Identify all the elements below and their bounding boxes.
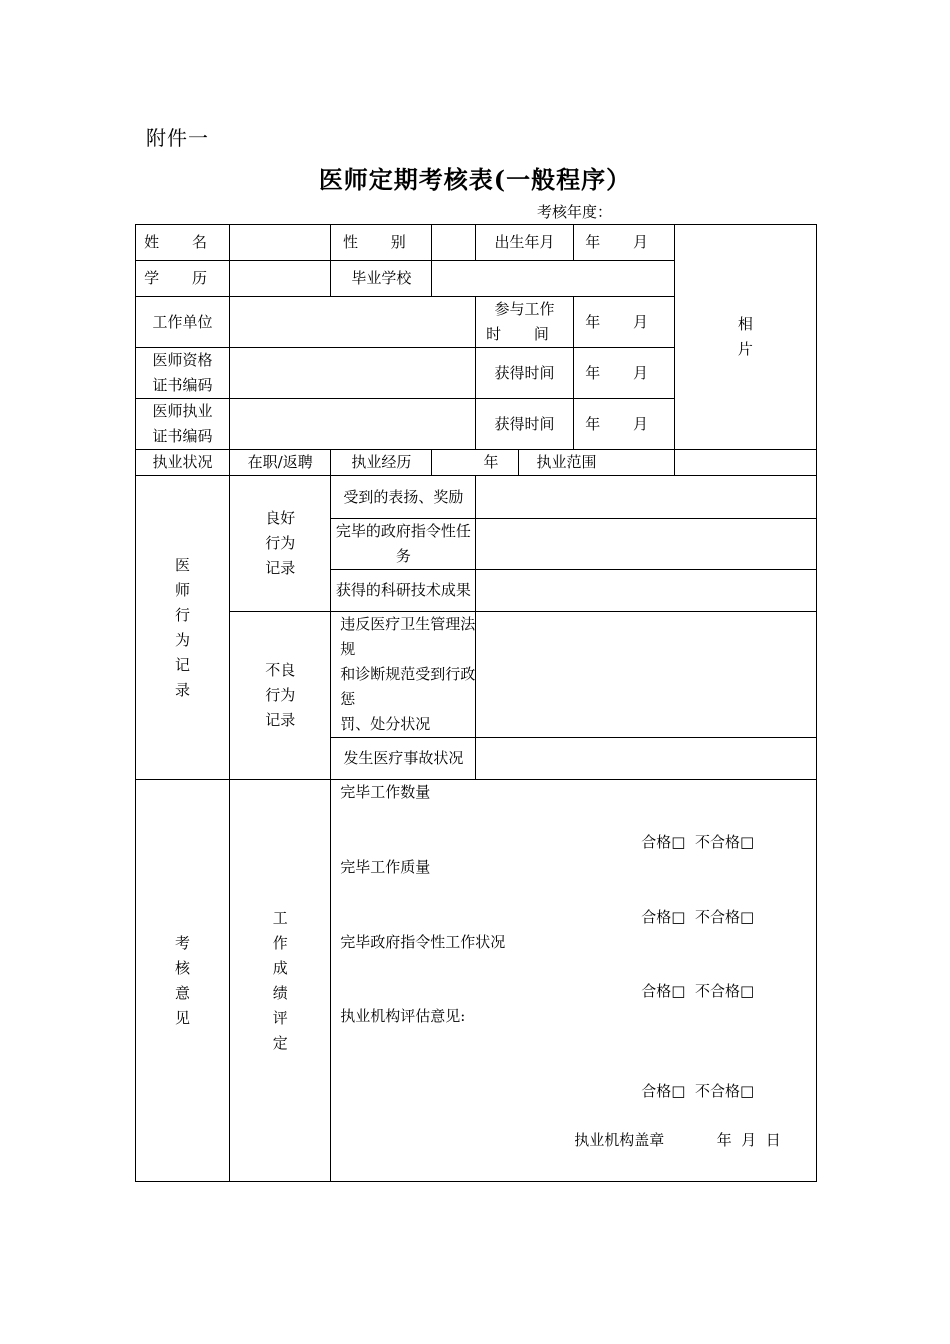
experience-field[interactable] bbox=[432, 450, 518, 476]
assessment-year-label: 考核年度： bbox=[537, 203, 613, 221]
gender-label: 性 别 bbox=[331, 225, 432, 261]
qual-obtain-label: 获得时间 bbox=[476, 348, 573, 399]
practice-status-value[interactable]: 在职/返聘 bbox=[230, 450, 331, 476]
gender-field[interactable] bbox=[432, 225, 476, 261]
institution-stamp-date: 执业机构盖章 年 月 日 bbox=[574, 1131, 781, 1149]
practice-status-label: 执业状况 bbox=[136, 450, 230, 476]
qualification-label bbox=[136, 348, 230, 399]
attachment-label: 附件一 bbox=[146, 126, 209, 150]
work-performance-label: 工 作 成 绩 评 定 bbox=[230, 780, 331, 1182]
join-time-field[interactable]: 年 月 bbox=[573, 297, 674, 348]
qualification-line-2: 证书编码 bbox=[152, 376, 213, 394]
name-field[interactable] bbox=[230, 225, 331, 261]
school-label: 毕业学校 bbox=[331, 261, 432, 297]
practice-cert-line-2: 证书编码 bbox=[152, 427, 213, 445]
name-label: 姓 名 bbox=[136, 225, 230, 261]
birth-field[interactable]: 年 月 bbox=[573, 225, 674, 261]
eval-item-quantity: 完毕工作数量 bbox=[340, 783, 431, 801]
good-item-research-field[interactable] bbox=[476, 570, 817, 612]
assessment-form bbox=[135, 224, 817, 1182]
work-unit-label: 工作单位 bbox=[136, 297, 230, 348]
eval-item-government-task: 完毕政府指令性工作状况 bbox=[340, 933, 506, 951]
bad-record-label: 不良 行为 记录 bbox=[230, 612, 331, 780]
good-item-awards-field[interactable] bbox=[476, 476, 817, 519]
birth-label: 出生年月 bbox=[476, 225, 573, 261]
qualification-field[interactable] bbox=[230, 348, 476, 399]
bad-item-violation: 违反医疗卫生管理法规 和诊断规范受到行政惩 罚、处分状况 bbox=[331, 612, 476, 738]
bad-item-accident: 发生医疗事故状况 bbox=[331, 738, 476, 780]
experience-label: 执业经历 bbox=[331, 450, 432, 476]
prac-obtain-field[interactable]: 年 月 bbox=[573, 399, 674, 450]
education-label: 学 历 bbox=[136, 261, 230, 297]
work-unit-field[interactable] bbox=[230, 297, 476, 348]
pass-fail-government-task[interactable]: 合格□ 不合格□ bbox=[641, 982, 755, 1000]
eval-item-institution-opinion: 执业机构评估意见: bbox=[340, 1007, 466, 1025]
good-item-awards: 受到的表扬、奖励 bbox=[331, 476, 476, 519]
bad-item-violation-field[interactable] bbox=[476, 612, 817, 738]
good-item-research: 获得的科研技术成果 bbox=[331, 570, 476, 612]
join-time-line-2: 时 间 bbox=[486, 325, 563, 343]
experience-year-unit: 年 bbox=[483, 453, 499, 471]
pass-fail-institution[interactable]: 合格□ 不合格□ bbox=[641, 1082, 755, 1100]
photo-area bbox=[674, 225, 816, 450]
good-item-tasks-field[interactable] bbox=[476, 519, 817, 570]
photo-char-2: 片 bbox=[737, 340, 753, 358]
behavior-record-label: 医 师 行 为 记 录 bbox=[136, 476, 230, 780]
pass-fail-quality[interactable]: 合格□ 不合格□ bbox=[641, 908, 755, 926]
education-field[interactable] bbox=[230, 261, 331, 297]
join-time-line-1: 参与工作 bbox=[494, 300, 555, 318]
assessment-opinion-label: 考 核 意 见 bbox=[136, 780, 230, 1182]
qualification-line-1: 医师资格 bbox=[152, 351, 213, 369]
qual-obtain-field[interactable]: 年 月 bbox=[573, 348, 674, 399]
practice-cert-label bbox=[136, 399, 230, 450]
practice-cert-field[interactable] bbox=[230, 399, 476, 450]
evaluation-area bbox=[331, 780, 817, 1182]
prac-obtain-label: 获得时间 bbox=[476, 399, 573, 450]
good-item-tasks: 完毕的政府指令性任务 bbox=[331, 519, 476, 570]
eval-item-quality: 完毕工作质量 bbox=[340, 858, 431, 876]
pass-fail-quantity[interactable]: 合格□ 不合格□ bbox=[641, 833, 755, 851]
school-field[interactable] bbox=[432, 261, 674, 297]
scope-label: 执业范围 bbox=[518, 450, 674, 476]
photo-char-1: 相 bbox=[737, 315, 753, 333]
form-title: 医师定期考核表(一般程序） bbox=[318, 165, 632, 194]
practice-cert-line-1: 医师执业 bbox=[152, 402, 213, 420]
good-record-label: 良好 行为 记录 bbox=[230, 476, 331, 612]
join-time-label bbox=[476, 297, 573, 348]
scope-field[interactable] bbox=[674, 450, 816, 476]
bad-item-accident-field[interactable] bbox=[476, 738, 817, 780]
